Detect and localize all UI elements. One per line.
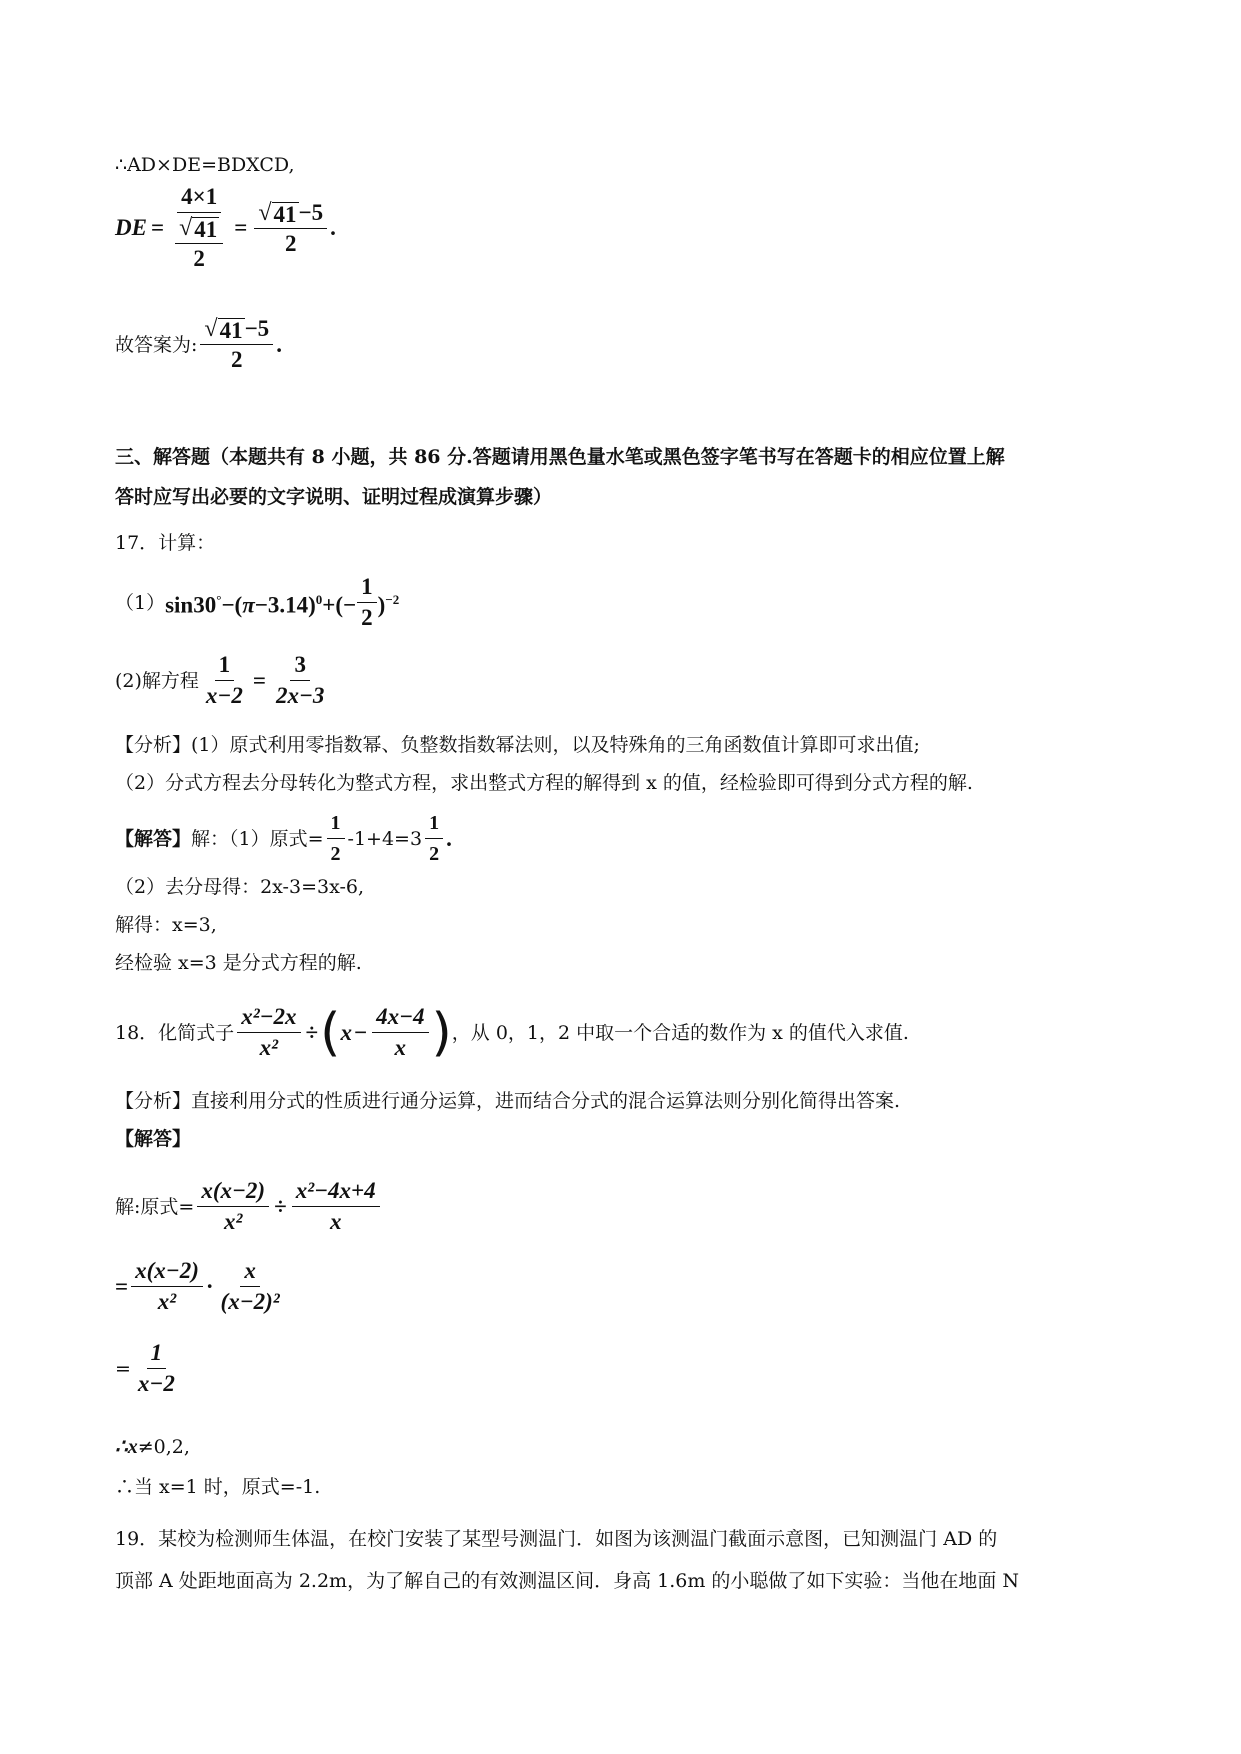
fraction [202,650,247,711]
fraction-numerator: 3 [290,650,310,681]
question-19-text: 顶部 A 处距地面高为 2.2m，为了解自己的有效测温区间．身高 1.6m 的小聪做了如下实验：当他在地面 N [115,1570,1020,1592]
fraction-numerator: √ 41 −5 [200,314,273,345]
solution-step: ∴x≠0,2, [115,1436,190,1458]
part-label: (2)解方程 [115,669,199,692]
fraction [171,182,227,274]
fraction-numerator: x [240,1256,260,1287]
solution-label: 【解答】 [115,1128,192,1150]
solution-step [115,1176,383,1237]
fraction-denominator: x² [259,1035,279,1060]
solution-step: （2）去分母得：2x-3=3x-6, [115,876,365,898]
fraction-denominator: 2 [284,230,297,256]
solution-text: 解:原式= [115,1195,195,1218]
fraction-denominator [171,213,227,274]
question-19-text: 19．某校为检测师生体温，在校门安装了某型号测温门．如图为该测温门截面示意图，已知测温门 AD 的 [115,1528,998,1550]
math-operator: = [234,215,248,240]
fraction-numerator: 1 [215,650,235,681]
solution-step: 经检验 x=3 是分式方程的解. [115,952,362,974]
fraction-numerator: x²−2x [237,1002,300,1033]
fraction-denominator: 2 [193,246,205,271]
fraction [175,213,223,274]
part-label: （1） [115,591,166,614]
analysis-text: 【分析】(1）原式利用零指数幂、负整数指数幂法则，以及特殊角的三角函数值计算即可求出值; [115,734,920,756]
math-operator: = [115,1273,129,1299]
solution-step [115,1256,287,1317]
fraction [237,1002,300,1063]
fraction-denominator: x [394,1035,407,1060]
square-root: √ 41 [204,316,243,343]
fraction-denominator: 2x−3 [275,683,325,708]
fraction-numerator: 1 [425,808,443,839]
fraction [197,1176,269,1237]
solution-step: 解得：x=3, [115,914,217,936]
fraction [134,1338,179,1399]
fraction-numerator: 4x−4 [372,1002,428,1033]
fraction-numerator: 1 [327,808,345,839]
fraction [272,650,328,711]
fraction [292,1176,380,1237]
question-17-part2 [115,650,331,711]
fraction [131,1256,203,1317]
fraction-denominator: 2 [330,843,341,865]
fraction [200,314,273,375]
text-line: ∴AD×DE=BDXCD, [115,154,295,176]
fraction-denominator: x² [224,1209,243,1234]
fraction [425,808,443,869]
analysis-text: 【分析】直接利用分式的性质进行通分运算，进而结合分式的混合运算法则分别化简得出答案. [115,1090,901,1112]
math-operator: ÷ [305,1019,319,1045]
math-operator: − [353,1019,368,1045]
solution-step [115,1338,182,1399]
fraction-denominator: 2 [429,843,440,865]
solution-line [115,808,452,869]
fraction-numerator [175,213,223,244]
fraction [372,1002,428,1063]
math-expression: )$^{-2}$ [377,591,400,618]
fraction [254,198,327,259]
question-text: ，从 0，1，2 中取一个合适的数作为 x 的值代入求值. [451,1021,909,1044]
fraction-denominator: (x−2)² [220,1289,280,1314]
punctuation: . [446,825,452,851]
answer-label: 故答案为: [115,333,198,356]
fraction-numerator: x(x−2) [197,1176,269,1207]
fraction-denominator: 2 [231,347,243,372]
solution-text: = [115,1357,131,1380]
square-root: √ 41 [179,215,218,242]
fraction-denominator: x−2 [205,683,243,708]
math-operator: ÷ [274,1193,287,1219]
section-heading-cont: 答时应写出必要的文字说明、证明过程成演算步骤） [115,486,553,508]
math-operator: = [150,215,165,240]
solution-text: -1+4=3 [347,827,423,850]
solution-text: 解：（1）原式= [191,827,324,850]
fraction-numerator: 4×1 [177,182,221,213]
fraction-numerator: 1 [357,572,377,603]
fraction-denominator: x² [157,1289,177,1314]
fraction [327,808,345,869]
fraction-numerator: x(x−2) [131,1256,203,1287]
left-parenthesis: ( [320,1002,341,1063]
fraction-numerator: √ 41 −5 [254,198,327,229]
section-heading: 三、解答题（本题共有 8 小题，共 86 分.答题请用黑色量水笔或黑色签字笔书写在答题卡的相应位置上解 [115,446,1005,468]
square-root: √ 41 [258,199,297,227]
question-18 [115,1002,909,1063]
fraction-numerator: 1 [147,1338,167,1369]
fraction-denominator: 2 [361,605,373,630]
fraction-denominator: x−2 [137,1371,175,1396]
fraction-denominator: x [329,1209,342,1234]
fraction [217,1256,284,1317]
math-symbol: DE [115,215,147,240]
analysis-text: （2）分式方程去分母转化为整式方程，求出整式方程的解得到 x 的值，经检验即可得到分式方程的解. [115,772,973,794]
fraction-numerator: x²−4x+4 [292,1176,380,1207]
punctuation: . [276,331,282,357]
solution-label: 【解答】 [115,827,192,850]
question-text: 18．化简式子 [115,1021,235,1044]
formula-de [115,182,336,274]
punctuation: . [330,215,336,240]
question-17-part1 [115,572,399,633]
answer-line [115,314,282,375]
right-parenthesis: ) [431,1002,452,1063]
question-17-title: 17．计算： [115,532,216,554]
math-operator: = [252,667,266,693]
math-expression: $\sin 30^\circ-(\pi-3.14)^0+(-$ [165,591,357,618]
fraction [357,572,377,633]
math-symbol: x [340,1019,352,1045]
math-operator: · [205,1273,214,1299]
solution-step: ∴当 x=1 时，原式=-1. [115,1476,321,1498]
